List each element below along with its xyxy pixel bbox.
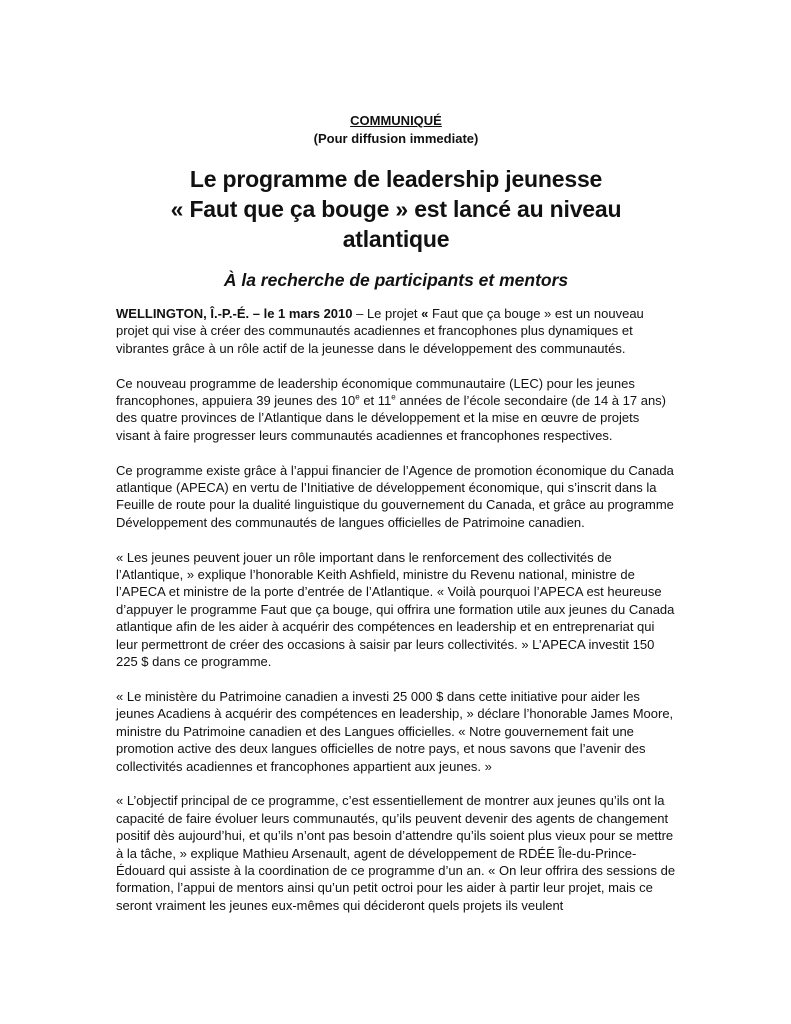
paragraph-6: « L’objectif principal de ce programme, c’est essentiellement de montrer aux jeunes qu’ils ont la capacité de faire évoluer leurs communautés, qu’ils peuvent devenir des agents de changement positif dès aujourd’hui, et qu’ils n’ont pas besoin d’attendre qu’ils soient plus vieux pour se mettre à la tâche, » explique Mathieu Arsenault, agent de développement de RDÉE Île-du-Prince-Édouard qui assiste à la coordination de ce programme d’un an. « On leur offrira des sessions de formation, l’appui de mentors ainsi qu’un petit octroi pour les aider à partir leur projet, mais ce seront vraiment les jeunes eux-mêmes qui décideront quels projets ils veulent: [116, 793, 676, 913]
title-line-2: « Faut que ça bouge » est lancé au niveau: [170, 196, 622, 222]
article-body: [116, 305, 676, 914]
page-subtitle: À la recherche de participants et mentors: [223, 270, 569, 290]
diffusion-note: (Pour diffusion immediate): [313, 131, 479, 146]
paragraph-2-sup-2: e: [391, 392, 396, 402]
title-line-3: atlantique: [342, 226, 450, 252]
communique-heading: COMMUNIQUÉ: [350, 113, 442, 128]
paragraph-1: [116, 305, 676, 357]
paragraph-1-text-a: – Le projet: [352, 306, 422, 321]
paragraph-3: Ce programme existe grâce à l’appui financier de l’Agence de promotion économique du Canada atlantique (APECA) en vertu de l’Initiative de développement économique, qui s’inscrit dans la Feuille de route pour la dualité linguistique du gouvernement du Canada, et grâce au programme Développement des communautés de langues officielles de Patrimoine canadien.: [116, 462, 674, 530]
paragraph-5: « Le ministère du Patrimoine canadien a investi 25 000 $ dans cette initiative pour aider les jeunes Acadiens à acquérir des compétences en leadership, » déclare l’honorable James Moore, ministre du Patrimoine canadien et des Langues officielles. « Notre gouvernement fait une promotion active des deux langues officielles de notre pays, et nous savons que l’avenir des collectivités acadiennes et francophones appartient aux jeunes. »: [116, 688, 674, 774]
title-line-1: Le programme de leadership jeunesse: [189, 166, 603, 192]
press-release-page: [116, 112, 676, 932]
paragraph-1-text-b: Faut que ça bouge » est un nouveau projet qui vise à créer des communautés acadiennes et francophones plus dynamiques et vibrantes grâce à un rôle actif de la jeunesse dans le développement des communautés.: [116, 306, 644, 356]
paragraph-4: « Les jeunes peuvent jouer un rôle important dans le renforcement des collectivités de l’Atlantique, » explique l’honorable Keith Ashfield, ministre du Revenu national, ministre de l’APECA et ministre de la porte d’entrée de l’Atlantique. « Voilà pourquoi l’APECA est heureuse d’appuyer le programme Faut que ça bouge, qui offrira une formation utile aux jeunes du Canada atlantique afin de les aider à acquérir des compétences en leadership et en entreprenariat qui leur permettront de créer des occasions à saisir par leurs collectivités. » L’APECA investit 150 225 $ dans ce programme.: [116, 549, 675, 670]
dateline: WELLINGTON, Î.-P.-É. – le 1 mars 2010: [116, 306, 353, 321]
paragraph-2-sup-1: e: [355, 392, 360, 402]
paragraph-1-guillemet: «: [421, 306, 429, 321]
page-title: [116, 164, 676, 254]
paragraph-2-text-a: Ce nouveau programme de leadership économique communautaire (LEC) pour les jeunes francophones, appuiera 39 jeunes des 10: [116, 375, 635, 409]
paragraph-2: [116, 375, 676, 445]
paragraph-2-text-b: et 11: [359, 393, 392, 409]
paragraph-2-text-c: années de l’école secondaire (de 14 à 17 ans) des quatre provinces de l’Atlantique dans le développement et la mise en œuvre de projets visant à faire progresser leurs communautés acadiennes et francophones respectives.: [116, 393, 667, 443]
